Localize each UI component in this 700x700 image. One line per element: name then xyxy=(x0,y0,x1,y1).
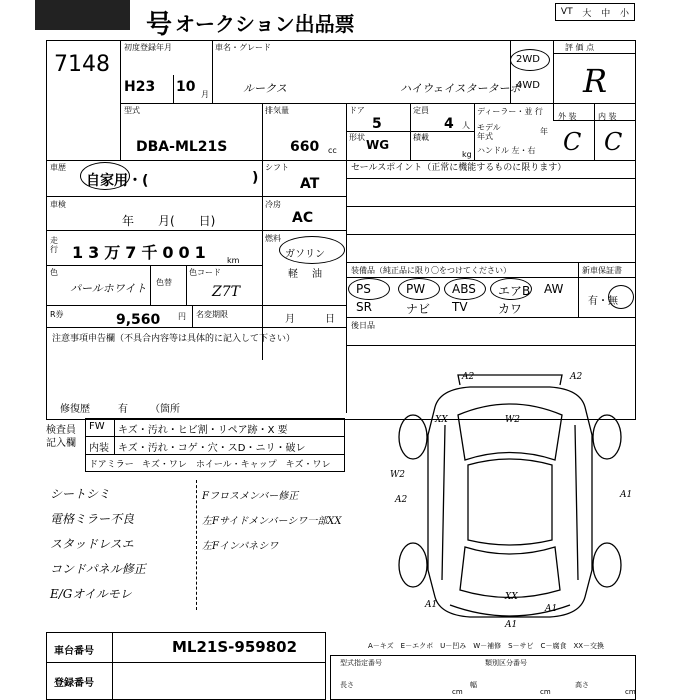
mileage-label: 走行 xyxy=(50,236,58,254)
ac-value: AC xyxy=(292,210,314,226)
damage-mark: A2 xyxy=(570,372,583,382)
equipment-item: ナビ xyxy=(406,302,431,316)
damage-mark: W2 xyxy=(390,470,405,480)
handwritten-note: 電格ミラー不良 xyxy=(50,512,135,526)
equipment-label: 装備品（純正品に限り〇をつけてください） xyxy=(351,266,511,275)
spec-type-number: 型式指定番号 xyxy=(340,659,382,667)
warranty-value: 有・無 xyxy=(588,296,618,307)
equipment-item-circle xyxy=(348,278,390,300)
equipment-item: PW xyxy=(406,282,426,296)
mileage-value: 13万7千001 xyxy=(72,243,211,262)
shift-label: シフト xyxy=(265,163,289,172)
lot-number: 7148 xyxy=(54,52,110,77)
damage-mark: A1 xyxy=(620,490,633,500)
recycle-label: R券 xyxy=(50,310,64,319)
car-name: ルークス xyxy=(243,82,287,95)
recycle-unit: 円 xyxy=(178,312,186,321)
after-parts-label: 後日品 xyxy=(351,321,375,330)
car-damage-diagram xyxy=(380,365,640,630)
spec-length-unit: cm xyxy=(452,688,463,696)
badge-medium: 中 xyxy=(601,8,611,19)
drive-2wd-circle xyxy=(510,49,550,71)
damage-mark: A1 xyxy=(545,604,558,614)
load-label: 積載 xyxy=(413,133,429,142)
inspector-row-interior-head: 内装 xyxy=(89,443,109,454)
notes-label: 注意事項申告欄（不具合内容等は具体的に記入して下さい） xyxy=(52,334,296,344)
usage-circle xyxy=(80,162,130,190)
equipment-item: SR xyxy=(356,300,372,314)
dealer-label: ディーラー・並 行 xyxy=(477,107,543,116)
equipment-item: PS xyxy=(356,282,371,296)
model-year-label: モデル年式 xyxy=(477,123,501,141)
badge-small: 小 xyxy=(620,8,630,19)
name-change-label: 名変期限 xyxy=(196,310,228,319)
fuel-gasoline-circle xyxy=(279,236,345,264)
usage-close: ) xyxy=(252,170,259,186)
handwritten-note: 左Fインパネシワ xyxy=(202,541,279,552)
color-label: 色 xyxy=(50,268,58,277)
repair-history-place: （箇所 xyxy=(150,404,180,415)
car-name-label: 車名・グレード xyxy=(215,43,271,52)
damage-mark: A1 xyxy=(425,600,438,610)
equipment-item-circle xyxy=(490,278,532,300)
usage-label: 車歴 xyxy=(50,163,66,172)
equipment-item: エアB xyxy=(498,284,531,298)
mileage-unit: km xyxy=(227,256,240,265)
color-change-label: 色替 xyxy=(156,278,172,287)
spec-width-unit: cm xyxy=(540,688,551,696)
repair-history-label: 修復歴 xyxy=(60,404,90,415)
equipment-item-circle xyxy=(444,278,486,300)
shift-value: AT xyxy=(300,176,320,192)
registration-label: 初度登録年月 xyxy=(124,43,172,52)
color-code-label: 色コード xyxy=(189,268,221,277)
grade-label: 評 価 点 xyxy=(565,43,595,52)
grade-score: R xyxy=(583,62,608,100)
handwritten-note: 左Fサイドメンバーシワ一部XX xyxy=(202,516,342,527)
spec-height: 高さ xyxy=(575,681,589,689)
spec-length: 長さ xyxy=(340,681,354,689)
page-title: オークション出品票 xyxy=(175,12,355,36)
handwritten-note: スタッドレスエ xyxy=(50,537,134,551)
size-badges xyxy=(555,3,635,21)
doors-value: 5 xyxy=(372,116,382,132)
header-title-char: 号 xyxy=(146,10,173,40)
spec-width: 幅 xyxy=(470,681,477,689)
equipment-item: カワ xyxy=(498,302,523,316)
spec-class-number: 類別区分番号 xyxy=(485,659,527,667)
exterior-value: C xyxy=(563,128,582,156)
displacement-unit: cc xyxy=(328,146,337,155)
shape-value: WG xyxy=(366,138,390,152)
chassis-label: 車台番号 xyxy=(54,646,94,657)
handwritten-note: E/Gオイルモレ xyxy=(50,587,132,601)
capacity-label: 定員 xyxy=(413,106,429,115)
registration-month-unit: 月 xyxy=(201,90,209,99)
drive-4wd: 4WD xyxy=(516,80,540,91)
header-logo-block xyxy=(35,0,130,30)
color-value: パールホワイト xyxy=(70,282,147,295)
inspector-row-mirror-text: キズ・ワレ ホイール・キャップ キズ・ワレ xyxy=(142,460,331,470)
handwritten-note: コンドパネル修正 xyxy=(50,562,146,576)
recycle-value: 9,560 xyxy=(116,312,161,328)
damage-legend: A－キズ E－エクボ U－凹み W－補修 S－サビ C－腐食 XX－交換 xyxy=(368,642,605,650)
inspection-label: 車検 xyxy=(50,200,66,209)
displacement-label: 排気量 xyxy=(265,106,289,115)
damage-mark: A1 xyxy=(505,620,518,630)
damage-mark: A2 xyxy=(395,495,408,505)
ac-label: 冷房 xyxy=(265,200,281,209)
registration-era: H23 xyxy=(124,79,156,95)
inspector-row-interior-text: キズ・汚れ・コゲ・穴・スD・ニリ・破レ xyxy=(118,443,306,454)
spec-height-unit: cm xyxy=(625,688,636,696)
fuel-label: 燃料 xyxy=(265,234,281,243)
damage-mark: XX xyxy=(435,415,448,425)
handle-label: ハンドル 左・右 xyxy=(477,146,536,155)
fuel-kei: 軽 xyxy=(288,269,298,280)
badge-large: 大 xyxy=(582,8,592,19)
damage-mark: XX xyxy=(505,592,518,602)
exterior-label: 外 装 xyxy=(558,112,577,121)
capacity-unit: 人 xyxy=(462,121,470,130)
plate-label: 登録番号 xyxy=(54,678,94,689)
shape-label: 形状 xyxy=(349,133,365,142)
repair-history-value: 有 xyxy=(118,404,128,415)
color-code-value: Z7T xyxy=(212,284,240,300)
inspector-row-fw-head: FW xyxy=(89,421,105,432)
inspector-row-fw-text: キズ・汚れ・ヒビ割・リペア跡・X 要 xyxy=(118,425,288,436)
displacement-value: 660 xyxy=(290,139,320,155)
fuel-gasoline: ガソリン xyxy=(285,249,325,260)
capacity-value: 4 xyxy=(444,116,454,132)
equipment-item-circle xyxy=(398,278,440,300)
interior-value: C xyxy=(604,128,623,156)
model-label: 型式 xyxy=(124,106,140,115)
doors-label: ドア xyxy=(349,106,365,115)
drive-2wd: 2WD xyxy=(516,54,540,65)
damage-mark: A2 xyxy=(462,372,475,382)
warranty-label: 新車保証書 xyxy=(582,266,622,275)
registration-month: 10 xyxy=(176,79,196,95)
name-change-text: 月 日 xyxy=(285,314,335,325)
inspector-row-mirror-head: ドアミラー xyxy=(89,460,134,470)
equipment-item: TV xyxy=(452,300,468,314)
equipment-item: ABS xyxy=(452,282,476,296)
model-year-unit: 年 xyxy=(540,127,548,136)
inspection-text: 年 月( 日) xyxy=(122,214,216,228)
usage-value: 自家用・( xyxy=(86,173,149,189)
car-grade: ハイウェイスターターボ xyxy=(400,82,521,95)
warranty-circle xyxy=(608,285,634,309)
damage-mark: W2 xyxy=(505,415,520,425)
interior-label: 内 装 xyxy=(598,112,617,121)
handwritten-note: シートシミ xyxy=(50,487,111,501)
handwritten-note: Fフロスメンバー修正 xyxy=(202,491,299,502)
inspector-label: 検査員記入欄 xyxy=(46,425,76,449)
chassis-value: ML21S-959802 xyxy=(172,638,298,656)
equipment-item: AW xyxy=(544,282,564,296)
badge-vt: VT xyxy=(560,7,573,17)
sales-point-label: セールスポイント（正常に機能するものに限ります） xyxy=(351,163,567,173)
model-value: DBA-ML21S xyxy=(136,139,228,155)
load-unit: kg xyxy=(462,150,472,159)
fuel-oil: 油 xyxy=(312,269,322,280)
